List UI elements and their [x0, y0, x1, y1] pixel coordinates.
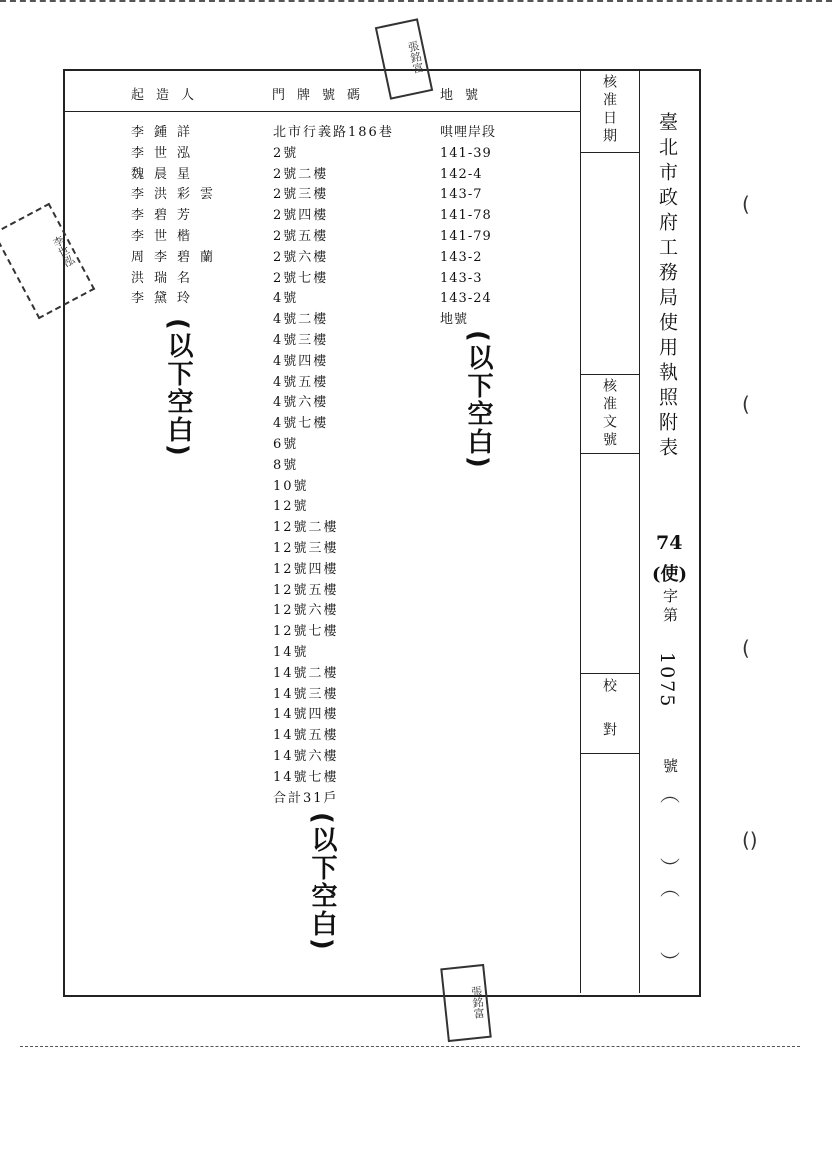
address-cell: 2號七樓 [273, 270, 329, 286]
address-cell: 14號七樓 [273, 769, 339, 785]
lot-cell: 143-24 [440, 291, 492, 307]
margin-mark-1: ( [742, 192, 750, 216]
builder-cell [131, 601, 223, 622]
bracket-mark-1: ︵ [660, 782, 680, 806]
permit-type: (使) [652, 564, 688, 585]
lot-cell [440, 518, 496, 539]
address-column [273, 123, 394, 809]
lot-cell [440, 622, 496, 643]
lot-cell [440, 497, 496, 518]
address-cell: 14號三樓 [273, 686, 339, 702]
address-cell: 12號七樓 [273, 624, 339, 640]
lot-cell: 地號 [440, 312, 469, 328]
builder-cell [131, 768, 223, 789]
lot-cell: 143-3 [440, 270, 483, 286]
lot-cell [440, 664, 496, 685]
builder-cell: 李黛玲 [131, 291, 201, 307]
builder-cell [131, 726, 223, 747]
address-cell: 4號 [273, 291, 299, 307]
seal-stamp-left: 李世泓 [0, 203, 95, 320]
address-cell: 10號 [273, 478, 309, 494]
address-cell: 14號四樓 [273, 707, 339, 723]
address-cell: 4號四樓 [273, 353, 329, 369]
scan-edge-top [0, 0, 832, 6]
lot-cell [440, 789, 496, 810]
header-builder: 起造人 [131, 88, 207, 103]
margin-mark-2: ( [742, 392, 750, 416]
address-cell: 12號二樓 [273, 520, 339, 536]
seal-stamp-top: 張銘富 [375, 18, 433, 100]
address-cell: 14號六樓 [273, 748, 339, 764]
approval-doc-label: 核准文號 [601, 378, 617, 450]
approval-date-label: 核准日期 [601, 74, 617, 146]
side-rule-3 [581, 453, 639, 454]
address-cell: 12號三樓 [273, 540, 339, 556]
side-rule-1 [581, 152, 639, 153]
bracket-mark-3: ︵ [660, 876, 680, 900]
side-rule-4 [581, 673, 639, 674]
bracket-mark-4: ︶ [660, 950, 680, 974]
builder-cell [131, 622, 223, 643]
builder-cell: 魏晨星 [131, 166, 201, 182]
lot-cell [440, 539, 496, 560]
lot-cell: 142-4 [440, 166, 483, 182]
builder-cell [131, 539, 223, 560]
builder-cell [131, 664, 223, 685]
lot-cell [440, 477, 496, 498]
lot-cell [440, 705, 496, 726]
builder-cell [131, 705, 223, 726]
builder-cell [131, 518, 223, 539]
address-cell: 12號四樓 [273, 561, 339, 577]
address-cell: 12號五樓 [273, 582, 339, 598]
address-cell: 4號六樓 [273, 395, 329, 411]
builder-cell [131, 685, 223, 706]
builder-cell: 李洪彩雲 [131, 187, 224, 203]
address-cell: 4號三樓 [273, 332, 329, 348]
side-column-right-rule [639, 71, 640, 993]
builder-column [131, 123, 223, 809]
address-cell: 2號四樓 [273, 208, 329, 224]
lot-cell [440, 581, 496, 602]
bracket-mark-2: ︶ [660, 856, 680, 880]
lot-cell [440, 601, 496, 622]
builder-cell: 李世泓 [131, 145, 201, 161]
builder-cell [131, 789, 223, 810]
side-rule-2 [581, 374, 639, 375]
address-cell: 2號二樓 [273, 166, 329, 182]
address-cell: 4號五樓 [273, 374, 329, 390]
builder-cell: 洪瑞名 [131, 270, 201, 286]
builder-cell [131, 456, 223, 477]
builder-cell [131, 497, 223, 518]
address-cell: 12號 [273, 499, 309, 515]
margin-mark-4: () [742, 828, 758, 852]
builder-cell [131, 747, 223, 768]
address-cell: 12號六樓 [273, 603, 339, 619]
address-cell: 2號六樓 [273, 249, 329, 265]
lot-cell [440, 560, 496, 581]
lot-cell: 141-78 [440, 208, 492, 224]
lot-cell: 143-2 [440, 249, 483, 265]
blank-mark-address: (以下空白) [307, 812, 337, 952]
builder-cell: 李碧芳 [131, 208, 201, 224]
builder-cell [131, 643, 223, 664]
address-cell: 合計31戶 [273, 790, 339, 806]
lot-cell: 141-79 [440, 228, 492, 244]
address-cell: 4號七樓 [273, 416, 329, 432]
lot-cell [440, 685, 496, 706]
blank-mark-lot: (以下空白) [463, 330, 493, 470]
permit-suffix: 號 [661, 758, 679, 777]
header-lot: 地號 [440, 88, 491, 103]
lot-cell [440, 747, 496, 768]
lot-cell: 141-39 [440, 145, 492, 161]
builder-cell: 李世楷 [131, 228, 201, 244]
lot-cell: 143-7 [440, 187, 483, 203]
builder-cell: 李鍾詳 [131, 125, 201, 140]
lot-cell [440, 768, 496, 789]
blank-mark-builder: (以下空白) [163, 318, 193, 458]
lot-cell [440, 643, 496, 664]
permit-number: 1075 [656, 652, 678, 709]
address-cell: 4號二樓 [273, 312, 329, 328]
builder-cell [131, 560, 223, 581]
builder-cell [131, 477, 223, 498]
margin-mark-3: ( [742, 636, 750, 660]
lot-cell: 唭哩岸段 [440, 125, 497, 140]
proofread-label: 校對 [601, 678, 617, 766]
permit-year: 74 [656, 532, 683, 554]
header-rule [65, 111, 580, 112]
address-cell: 14號五樓 [273, 728, 339, 744]
scan-edge-bottom [20, 1046, 800, 1047]
builder-cell [131, 581, 223, 602]
address-cell: 8號 [273, 457, 299, 473]
address-cell: 2號五樓 [273, 228, 329, 244]
address-cell: 2號三樓 [273, 187, 329, 203]
address-cell: 6號 [273, 436, 299, 452]
address-cell: 14號 [273, 644, 309, 660]
permit-word: 字第 [661, 588, 679, 626]
form-title: 臺北市政府工務局使用執照附表 [656, 112, 678, 462]
address-cell: 北市行義路186巷 [273, 125, 394, 140]
seal-stamp-bottom: 張銘富 [440, 964, 491, 1042]
builder-cell: 周李碧蘭 [131, 249, 224, 265]
address-cell: 2號 [273, 145, 299, 161]
header-address: 門牌號碼 [272, 88, 373, 103]
lot-cell [440, 726, 496, 747]
address-cell: 14號二樓 [273, 665, 339, 681]
side-column-left-rule [580, 71, 581, 993]
